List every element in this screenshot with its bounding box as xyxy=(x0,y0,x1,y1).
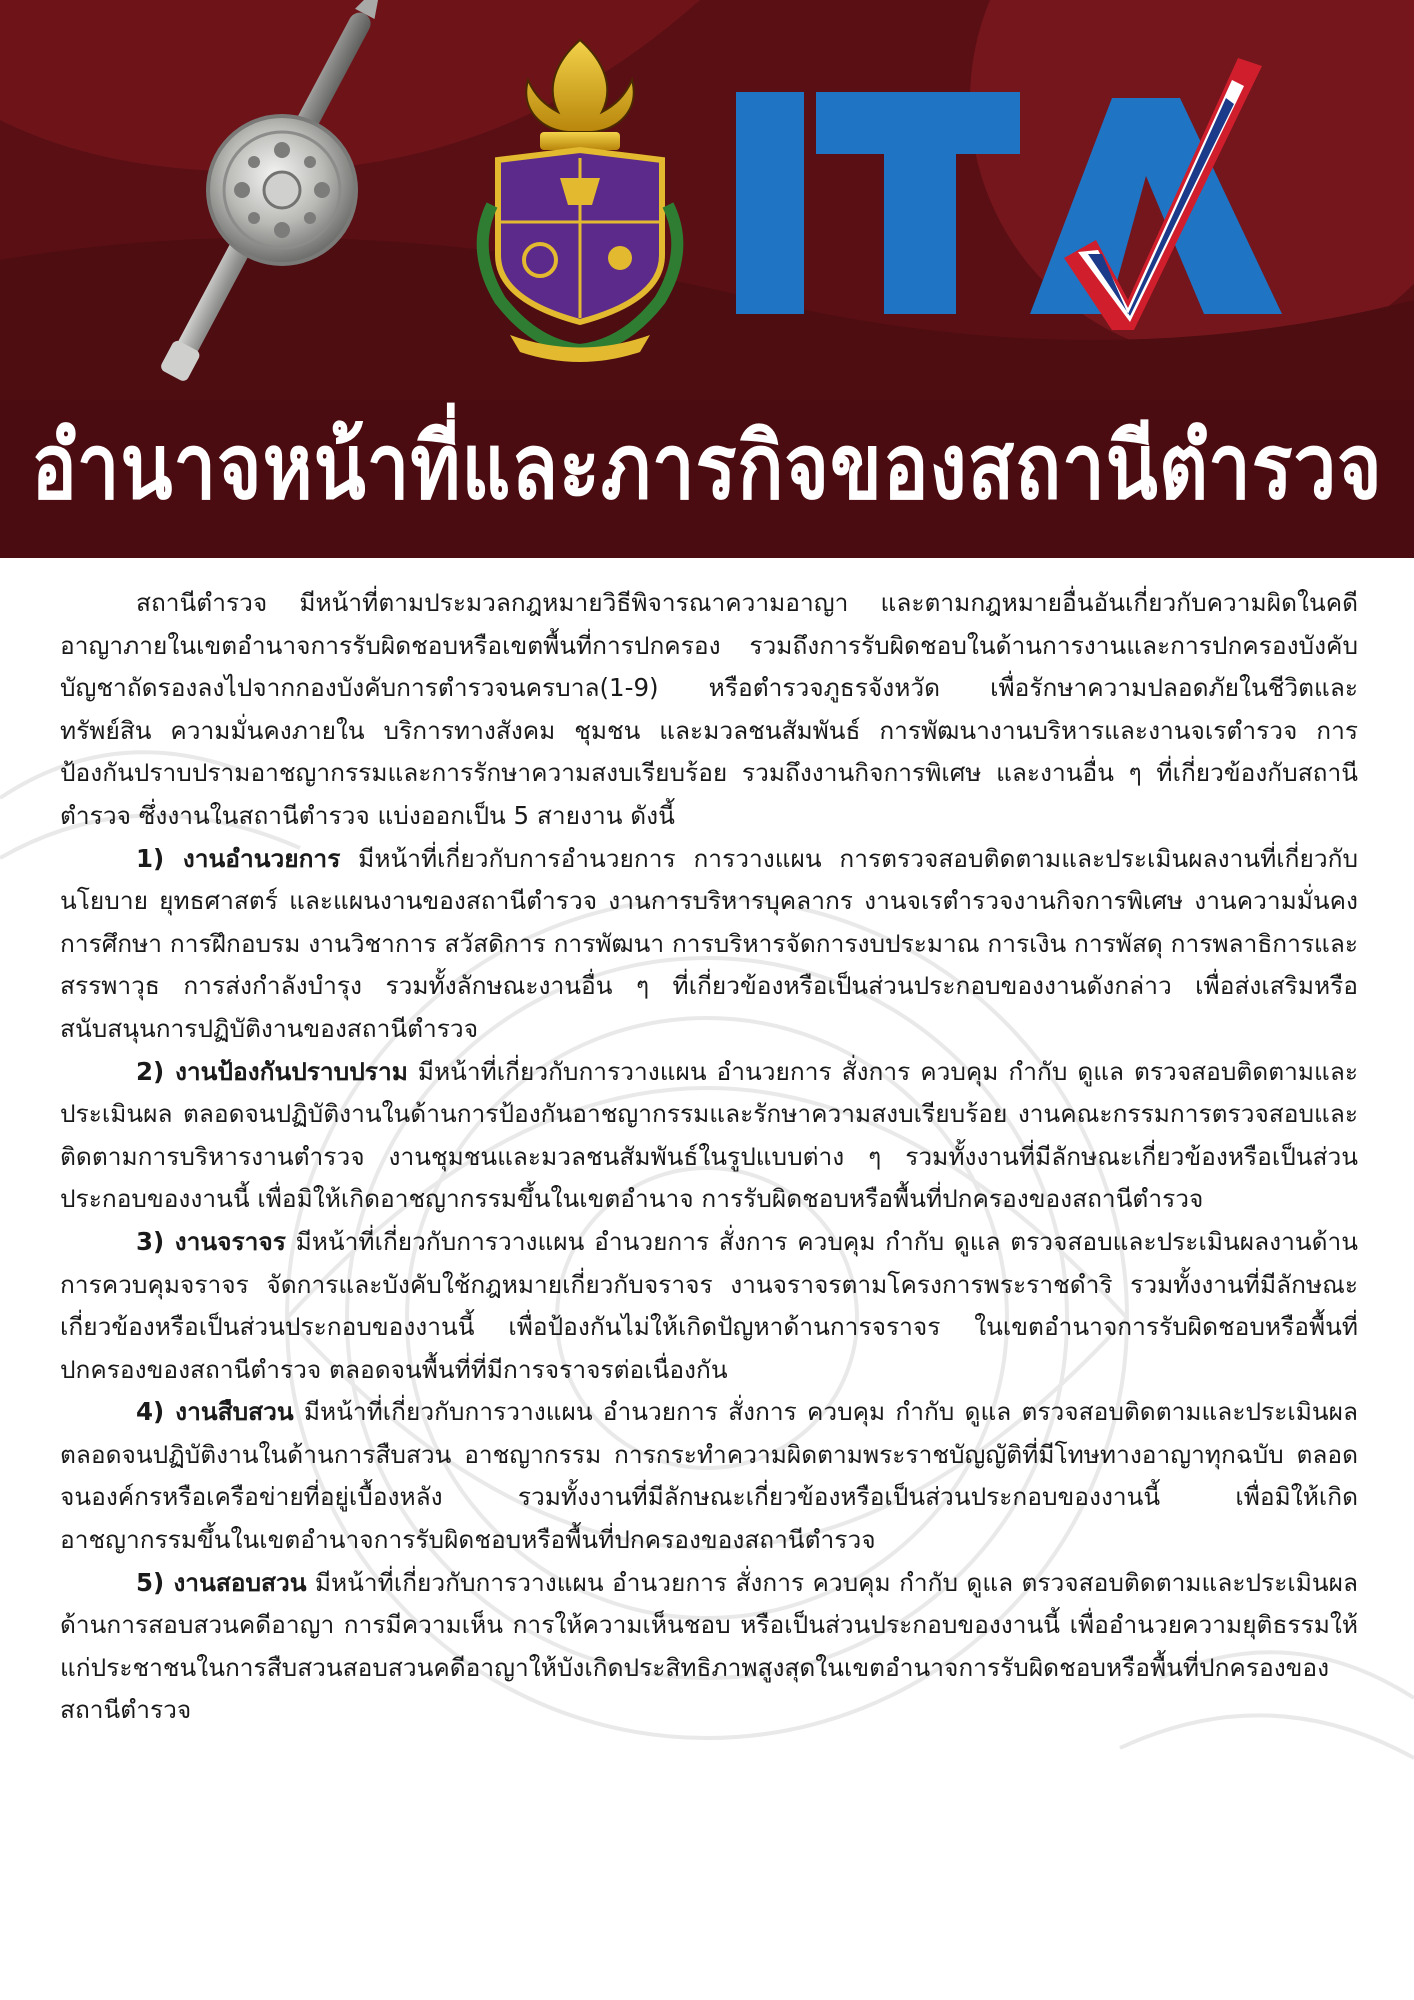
section-heading: 1) งานอำนวยการ xyxy=(136,843,341,873)
section-heading: 4) งานสืบสวน xyxy=(136,1397,294,1427)
intro-paragraph: สถานีตำรวจ มีหน้าที่ตามประมวลกฎหมายวิธีพิจารณาความอาญา และตามกฎหมายอื่นอันเกี่ยวกับความผิดในคดีอาญาภายในเขตอำนาจการรับผิดชอบหรือเขตพื้นที่การปกครอง รวมถึงการรับผิดชอบในด้านการงานและการปกครองบังคับบัญชาถัดรองลงไปจากกองบังคับการตำรวจนครบาล(1-9) หรือตำรวจภูธรจังหวัด เพื่อรักษาความปลอดภัยในชีวิตและทรัพย์สิน ความมั่นคงภายใน บริการทางสังคม ชุมชน และมวลชนสัมพันธ์ การพัฒนางานบริหารและงานจเรตำรวจ การป้องกันปราบปรามอาชญากรรมและการรักษาความสงบเรียบร้อย รวมถึงงานกิจการพิเศษ และงานอื่น ๆ ที่เกี่ยวข้องกับสถานีตำรวจ ซึ่งงานในสถานีตำรวจ แบ่งออกเป็น 5 สายงาน ดังนี้ xyxy=(60,588,1358,830)
section-text: มีหน้าที่เกี่ยวกับการอำนวยการ การวางแผน การตรวจสอบติดตามและประเมินผลงานที่เกี่ยวกับนโยบาย ยุทธศาสตร์ และแผนงานของสถานีตำรวจ งานการบริหารบุคลากร งานจเรตำรวจงานกิจการพิเศษ งานความมั่นคง การศึกษา การฝึกอบรม งานวิชาการ สวัสดิการ การพัฒนา การบริหารจัดการงบประมาณ การเงิน การพัสดุ การพลาธิการและสรรพาวุธ การส่งกำลังบำรุง รวมทั้งลักษณะงานอื่น ๆ ที่เกี่ยวข้องหรือเป็นส่วนประกอบของงานดังกล่าว เพื่อส่งเสริมหรือสนับสนุนการปฏิบัติงานของสถานีตำรวจ xyxy=(60,843,1359,1043)
section-text: มีหน้าที่เกี่ยวกับการวางแผน อำนวยการ สั่งการ ควบคุม กำกับ ดูแล ตรวจสอบติดตามและประเมินผล ตลอดจนปฏิบัติงานในด้านการสืบสวน อาชญากรรม การกระทำความผิดตามพระราชบัญญัติที่มีโทษทางอาญาทุกฉบับ ตลอดจนองค์กรหรือเครือข่ายที่อยู่เบื้องหลัง รวมทั้งงานที่มีลักษณะเกี่ยวข้องหรือเป็นส่วนประกอบของงานนี้ เพื่อมิให้เกิดอาชญากรรมขึ้นในเขตอำนาจการรับผิดชอบหรือพื้นที่ปกครองของสถานีตำรวจ xyxy=(60,1397,1358,1555)
header-banner xyxy=(0,0,1414,558)
section-text: มีหน้าที่เกี่ยวกับการวางแผน อำนวยการ สั่งการ ควบคุม กำกับ ดูแล ตรวจสอบติดตามและประเมินผลด้านการสอบสวนคดีอาญา การมีความเห็น การให้ความเห็นชอบ หรือเป็นส่วนประกอบของงานนี้ เพื่ออำนวยความยุติธรรมให้แก่ประชาชนในการสืบสวนสอบสวนคดีอาญาให้บังเกิดประสิทธิภาพสูงสุดในเขตอำนาจการรับผิดชอบหรือพื้นที่ปกครองของสถานีตำรวจ xyxy=(60,1567,1359,1725)
section-heading: 2) งานป้องกันปราบปราม xyxy=(136,1056,408,1086)
page-title: อำนาจหน้าที่และภารกิจของสถานีตำรวจ xyxy=(31,413,1383,520)
section-heading: 5) งานสอบสวน xyxy=(136,1567,307,1597)
section-crime-prevention xyxy=(60,1051,1358,1221)
section-admin xyxy=(60,838,1358,1051)
header-art xyxy=(0,0,1414,400)
document-body xyxy=(60,582,1358,1732)
section-traffic xyxy=(60,1221,1358,1391)
section-heading: 3) งานจราจร xyxy=(136,1226,286,1256)
section-text: มีหน้าที่เกี่ยวกับการวางแผน อำนวยการ สั่งการ ควบคุม กำกับ ดูแล ตรวจสอบและประเมินผลงานด้านการควบคุมจราจร จัดการและบังคับใช้กฎหมายเกี่ยวกับจราจร งานจราจรตามโครงการพระราชดำริ รวมทั้งงานที่มีลักษณะเกี่ยวข้องหรือเป็นส่วนประกอบของงานนี้ เพื่อป้องกันไม่ให้เกิดปัญหาด้านการจราจร ในเขตอำนาจการรับผิดชอบหรือพื้นที่ปกครองของสถานีตำรวจ ตลอดจนพื้นที่ที่มีการจราจรต่อเนื่องกัน xyxy=(60,1226,1358,1384)
section-text: มีหน้าที่เกี่ยวกับการวางแผน อำนวยการ สั่งการ ควบคุม กำกับ ดูแล ตรวจสอบติดตามและประเมินผล ตลอดจนปฏิบัติงานในด้านการป้องกันอาชญากรรมและรักษาความสงบเรียบร้อย งานคณะกรรมการตรวจสอบและติดตามการบริหารงานตำรวจ งานชุมชนและมวลชนสัมพันธ์ในรูปแบบต่าง ๆ รวมทั้งงานที่มีลักษณะเกี่ยวข้องหรือเป็นส่วนประกอบของงานนี้ เพื่อมิให้เกิดอาชญากรรมขึ้นในเขตอำนาจ การรับผิดชอบหรือพื้นที่ปกครองของสถานีตำรวจ xyxy=(60,1056,1358,1214)
section-inquiry xyxy=(60,1562,1358,1732)
section-investigation xyxy=(60,1391,1358,1561)
